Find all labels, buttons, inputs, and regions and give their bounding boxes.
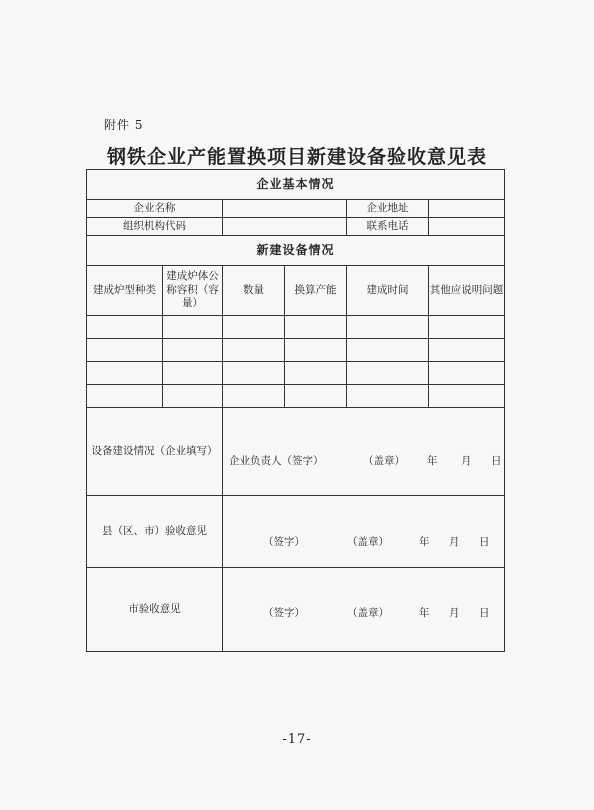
company-address-label: 企业地址 bbox=[347, 200, 429, 218]
form-title: 钢铁企业产能置换项目新建设备验收意见表 bbox=[106, 146, 487, 168]
county-signature-cell[interactable] bbox=[223, 496, 505, 568]
page-number: -17- bbox=[282, 732, 312, 747]
phone-label: 联系电话 bbox=[347, 218, 429, 236]
table-cell[interactable] bbox=[223, 316, 285, 339]
table-cell[interactable] bbox=[223, 339, 285, 362]
sign-label: （签字） bbox=[263, 536, 305, 548]
table-cell[interactable] bbox=[87, 316, 163, 339]
day-label: 日 bbox=[479, 536, 490, 548]
month-label: 月 bbox=[461, 455, 472, 467]
company-address-cell[interactable] bbox=[429, 200, 505, 218]
county-opinion-label: 县（区、市）验收意见 bbox=[87, 496, 223, 568]
table-cell[interactable] bbox=[285, 316, 347, 339]
seal-label: （盖章） bbox=[347, 536, 389, 548]
seal-label: （盖章） bbox=[347, 607, 389, 619]
company-name-label: 企业名称 bbox=[87, 200, 223, 218]
sign-label: （签字） bbox=[263, 607, 305, 619]
table-row bbox=[87, 362, 505, 385]
attachment-label: 附件 5 bbox=[104, 118, 144, 132]
table-cell[interactable] bbox=[163, 385, 223, 408]
construction-status-label: 设备建设情况（企业填写） bbox=[87, 408, 223, 496]
org-code-label: 组织机构代码 bbox=[87, 218, 223, 236]
table-cell[interactable] bbox=[87, 362, 163, 385]
table-cell[interactable] bbox=[347, 385, 429, 408]
table-cell[interactable] bbox=[347, 316, 429, 339]
table-cell[interactable] bbox=[429, 362, 505, 385]
responsible-person-label: 企业负责人（签字） bbox=[229, 455, 324, 467]
table-cell[interactable] bbox=[429, 316, 505, 339]
company-name-cell[interactable] bbox=[223, 200, 347, 218]
year-label: 年 bbox=[427, 455, 438, 467]
table-row bbox=[87, 316, 505, 339]
city-opinion-label: 市验收意见 bbox=[87, 568, 223, 652]
header-converted-capacity: 换算产能 bbox=[285, 266, 347, 316]
table-cell[interactable] bbox=[429, 385, 505, 408]
year-label: 年 bbox=[419, 536, 430, 548]
city-signature-cell[interactable] bbox=[223, 568, 505, 652]
table-cell[interactable] bbox=[223, 385, 285, 408]
table-cell[interactable] bbox=[163, 362, 223, 385]
seal-label: （盖章） bbox=[363, 455, 405, 467]
table-cell[interactable] bbox=[163, 316, 223, 339]
table-row bbox=[87, 385, 505, 408]
table-cell[interactable] bbox=[285, 362, 347, 385]
header-furnace-type: 建成炉型种类 bbox=[87, 266, 163, 316]
header-completion-time: 建成时间 bbox=[347, 266, 429, 316]
phone-cell[interactable] bbox=[429, 218, 505, 236]
section-equipment-heading: 新建设备情况 bbox=[87, 236, 505, 266]
table-cell[interactable] bbox=[347, 339, 429, 362]
year-label: 年 bbox=[419, 607, 430, 619]
month-label: 月 bbox=[449, 607, 460, 619]
table-cell[interactable] bbox=[429, 339, 505, 362]
header-other-notes: 其他应说明问题 bbox=[429, 266, 505, 316]
section-basic-heading: 企业基本情况 bbox=[87, 170, 505, 200]
table-cell[interactable] bbox=[87, 339, 163, 362]
table-cell[interactable] bbox=[285, 339, 347, 362]
table-cell[interactable] bbox=[285, 385, 347, 408]
table-cell[interactable] bbox=[223, 362, 285, 385]
header-furnace-volume: 建成炉体公称容积（容量） bbox=[163, 266, 223, 316]
acceptance-form-table bbox=[86, 169, 505, 652]
header-quantity: 数量 bbox=[223, 266, 285, 316]
table-cell[interactable] bbox=[87, 385, 163, 408]
month-label: 月 bbox=[449, 536, 460, 548]
construction-signature-cell[interactable] bbox=[223, 408, 505, 496]
table-cell[interactable] bbox=[163, 339, 223, 362]
org-code-cell[interactable] bbox=[223, 218, 347, 236]
day-label: 日 bbox=[479, 607, 490, 619]
table-cell[interactable] bbox=[347, 362, 429, 385]
day-label: 日 bbox=[491, 455, 502, 467]
table-row bbox=[87, 339, 505, 362]
